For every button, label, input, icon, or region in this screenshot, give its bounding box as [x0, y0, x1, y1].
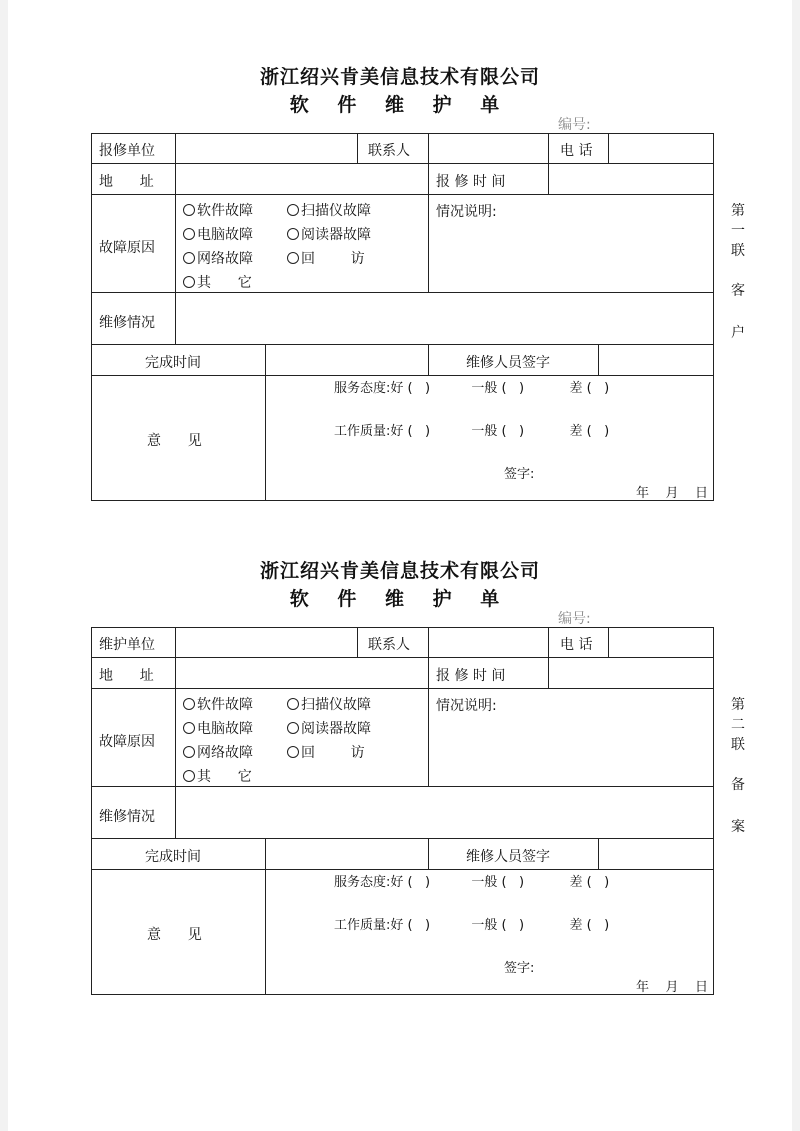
- radio-circle-icon: [183, 228, 195, 240]
- opinion-label: 意 见: [147, 433, 202, 449]
- service-attitude-rating: 服务态度:好 ( ) 一般 ( ) 差 ( ): [334, 381, 610, 396]
- fault-option-other[interactable]: 其 它: [183, 766, 252, 786]
- address-label: 地 址: [99, 668, 154, 684]
- fault-option-scanner[interactable]: 扫描仪故障: [287, 200, 371, 220]
- report-time-label: 报 修 时 间: [436, 174, 506, 190]
- fault-cause-label: 故障原因: [99, 734, 155, 750]
- col-divider: [548, 627, 549, 689]
- date-label: 年 月 日: [636, 980, 709, 995]
- row-divider: [91, 838, 714, 839]
- row-divider: [91, 786, 714, 787]
- col-divider: [428, 344, 429, 375]
- signature-label: 签字:: [504, 961, 535, 976]
- unit-label: 维护单位: [99, 637, 155, 653]
- fault-option-reader[interactable]: 阅读器故障: [287, 718, 371, 738]
- radio-circle-icon: [287, 252, 299, 264]
- unit-label: 报修单位: [99, 143, 155, 159]
- col-divider: [548, 133, 549, 195]
- copy-label-vertical: 第 一 联 客 户: [731, 203, 745, 341]
- signature-label: 签字:: [504, 467, 535, 482]
- fault-option-network[interactable]: 网络故障: [183, 248, 253, 268]
- repair-status-label: 维修情况: [99, 315, 155, 331]
- col-divider: [608, 133, 609, 164]
- col-divider: [357, 627, 358, 658]
- col-divider: [428, 838, 429, 869]
- fault-option-network[interactable]: 网络故障: [183, 742, 253, 762]
- radio-circle-icon: [287, 204, 299, 216]
- fault-option-scanner[interactable]: 扫描仪故障: [287, 694, 371, 714]
- repairer-signature-label: 维修人员签字: [466, 355, 550, 371]
- row-divider: [91, 869, 714, 870]
- address-label: 地 址: [99, 174, 154, 190]
- fault-option-revisit[interactable]: 回 访: [287, 742, 365, 762]
- row-divider: [91, 375, 714, 376]
- work-quality-rating: 工作质量:好 ( ) 一般 ( ) 差 ( ): [334, 918, 610, 933]
- repairer-signature-label: 维修人员签字: [466, 849, 550, 865]
- radio-circle-icon: [183, 252, 195, 264]
- completion-time-label: 完成时间: [145, 849, 201, 865]
- radio-circle-icon: [183, 770, 195, 782]
- situation-label: 情况说明:: [436, 204, 497, 220]
- col-divider: [265, 838, 266, 995]
- row-divider: [91, 344, 714, 345]
- radio-circle-icon: [287, 228, 299, 240]
- service-attitude-rating: 服务态度:好 ( ) 一般 ( ) 差 ( ): [334, 875, 610, 890]
- row-divider: [91, 163, 714, 164]
- fault-option-software[interactable]: 软件故障: [183, 694, 253, 714]
- col-divider: [608, 627, 609, 658]
- contact-label: 联系人: [368, 637, 410, 653]
- radio-circle-icon: [287, 746, 299, 758]
- row-divider: [91, 292, 714, 293]
- row-divider: [91, 688, 714, 689]
- fault-option-revisit[interactable]: 回 访: [287, 248, 365, 268]
- repair-status-label: 维修情况: [99, 809, 155, 825]
- radio-circle-icon: [183, 746, 195, 758]
- form-title: 软 件 维 护 单: [289, 588, 511, 610]
- contact-label: 联系人: [368, 143, 410, 159]
- serial-number-label: 编号:: [558, 117, 591, 133]
- radio-circle-icon: [183, 698, 195, 710]
- form-title: 软 件 维 护 单: [289, 94, 511, 116]
- opinion-label: 意 见: [147, 927, 202, 943]
- col-divider: [357, 133, 358, 164]
- fault-option-other[interactable]: 其 它: [183, 272, 252, 292]
- report-time-label: 报 修 时 间: [436, 668, 506, 684]
- col-divider: [175, 627, 176, 838]
- serial-number-label: 编号:: [558, 611, 591, 627]
- company-name: 浙江绍兴肯美信息技术有限公司: [259, 66, 540, 88]
- copy-label-vertical: 第 二 联 备 案: [731, 697, 745, 835]
- phone-label: 电 话: [560, 143, 593, 159]
- radio-circle-icon: [287, 722, 299, 734]
- company-name: 浙江绍兴肯美信息技术有限公司: [259, 560, 540, 582]
- col-divider: [428, 133, 429, 292]
- fault-option-computer[interactable]: 电脑故障: [183, 718, 253, 738]
- date-label: 年 月 日: [636, 486, 709, 501]
- work-quality-rating: 工作质量:好 ( ) 一般 ( ) 差 ( ): [334, 424, 610, 439]
- row-divider: [91, 194, 714, 195]
- radio-circle-icon: [183, 204, 195, 216]
- radio-circle-icon: [183, 722, 195, 734]
- radio-circle-icon: [287, 698, 299, 710]
- radio-circle-icon: [183, 276, 195, 288]
- col-divider: [598, 344, 599, 375]
- fault-option-reader[interactable]: 阅读器故障: [287, 224, 371, 244]
- col-divider: [428, 627, 429, 786]
- fault-cause-label: 故障原因: [99, 240, 155, 256]
- phone-label: 电 话: [560, 637, 593, 653]
- col-divider: [265, 344, 266, 501]
- completion-time-label: 完成时间: [145, 355, 201, 371]
- col-divider: [175, 133, 176, 344]
- fault-option-software[interactable]: 软件故障: [183, 200, 253, 220]
- fault-option-computer[interactable]: 电脑故障: [183, 224, 253, 244]
- situation-label: 情况说明:: [436, 698, 497, 714]
- row-divider: [91, 657, 714, 658]
- col-divider: [598, 838, 599, 869]
